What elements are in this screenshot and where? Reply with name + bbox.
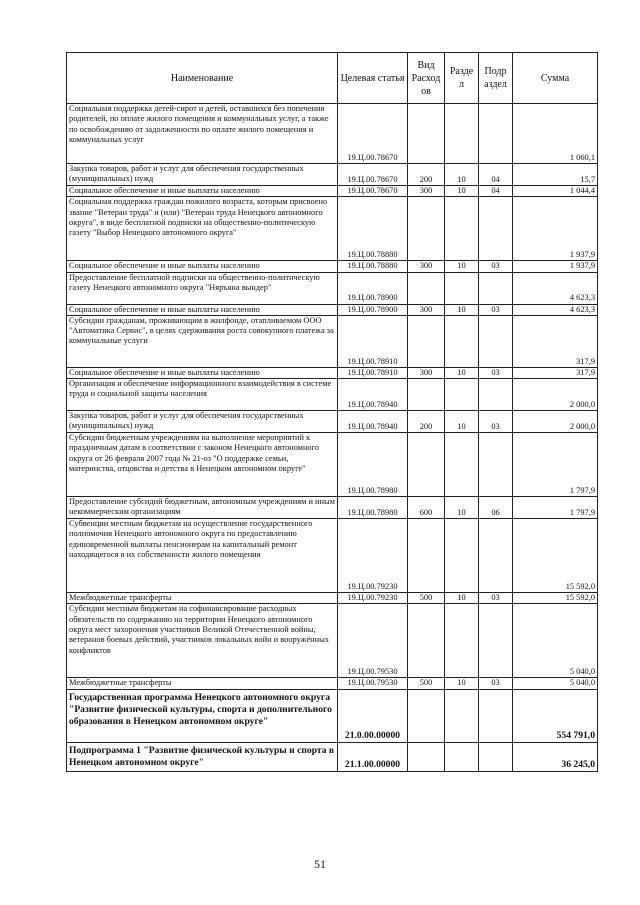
- cell-podr: [479, 272, 513, 304]
- cell-sum: 2 000,0: [513, 411, 598, 433]
- table-row: [67, 164, 598, 186]
- cell-sum: 15 592,0: [513, 593, 598, 604]
- cell-vid: 500: [408, 593, 445, 604]
- cell-razd: [445, 104, 479, 164]
- cell-razd: [445, 689, 479, 742]
- cell-sum: 317,9: [513, 315, 598, 367]
- cell-code: 19.Ц.00.78900: [338, 304, 408, 315]
- cell-sum: 15 592,0: [513, 519, 598, 593]
- cell-podr: [479, 104, 513, 164]
- cell-code: 19.Ц.00.78940: [338, 411, 408, 433]
- cell-podr: [479, 742, 513, 771]
- cell-podr: 04: [479, 186, 513, 197]
- header-sum: Сумма: [513, 53, 598, 104]
- table-row: [67, 433, 598, 497]
- cell-podr: [479, 315, 513, 367]
- cell-sum: 1 937,9: [513, 197, 598, 261]
- header-code: Целевая статья: [338, 53, 408, 104]
- cell-vid: [408, 742, 445, 771]
- cell-vid: 300: [408, 261, 445, 272]
- cell-razd: 10: [445, 261, 479, 272]
- header-name: Наименование: [67, 53, 338, 104]
- cell-code: 19.Ц.00.78880: [338, 261, 408, 272]
- table-row: [67, 104, 598, 164]
- cell-vid: [408, 315, 445, 367]
- cell-sum: 1 797,9: [513, 433, 598, 497]
- table-row: [67, 604, 598, 678]
- cell-podr: [479, 519, 513, 593]
- cell-podr: 03: [479, 367, 513, 378]
- cell-razd: [445, 742, 479, 771]
- cell-vid: [408, 272, 445, 304]
- cell-code: 19.Ц.00.79530: [338, 604, 408, 678]
- cell-code: 19.Ц.00.78880: [338, 197, 408, 261]
- cell-sum: 1 044,4: [513, 186, 598, 197]
- cell-vid: [408, 519, 445, 593]
- table-row: [67, 304, 598, 315]
- cell-razd: [445, 379, 479, 411]
- cell-code: 19.Ц.00.78670: [338, 164, 408, 186]
- cell-code: 19.Ц.00.78980: [338, 433, 408, 497]
- cell-name: Социальное обеспечение и иные выплаты населению: [67, 367, 338, 378]
- cell-sum: 1 060,1: [513, 104, 598, 164]
- cell-code: 21.1.00.00000: [338, 742, 408, 771]
- cell-podr: 03: [479, 593, 513, 604]
- table-row: [67, 315, 598, 367]
- cell-podr: [479, 689, 513, 742]
- table-row: [67, 411, 598, 433]
- cell-sum: 4 623,3: [513, 304, 598, 315]
- cell-vid: 200: [408, 411, 445, 433]
- cell-code: 19.Ц.00.78980: [338, 497, 408, 519]
- table-row: [67, 367, 598, 378]
- table-row: [67, 379, 598, 411]
- cell-vid: 300: [408, 186, 445, 197]
- cell-name: Социальная поддержка граждан пожилого возраста, которым присвоено звание "Ветеран труда" и (или) "Ветеран труда Ненецкого автономного округа", в виде бесплатной подписки на общественно-политическую газету "Выбор Ненецкого автономного округа": [67, 197, 338, 261]
- cell-name: Межбюджетные трансферты: [67, 678, 338, 689]
- budget-table: [66, 52, 598, 772]
- cell-razd: [445, 604, 479, 678]
- cell-vid: [408, 379, 445, 411]
- cell-sum: 1 797,9: [513, 497, 598, 519]
- cell-razd: [445, 315, 479, 367]
- cell-razd: 10: [445, 678, 479, 689]
- table-row: [67, 272, 598, 304]
- table-row: [67, 197, 598, 261]
- cell-name: Предоставление субсидий бюджетным, автономным учреждениям и иным некоммерческим организациям: [67, 497, 338, 519]
- cell-name: Субвенции местным бюджетам на осуществление государственного полномочия Ненецкого автономного округа по предоставлению единовременной выплаты пенсионерам на капитальный ремонт находящегося в их собственности жилого помещения: [67, 519, 338, 593]
- cell-name: Субсидии гражданам, проживающим в жилфонде, отапливаемом ООО "Автоматика Сервис", в целях сдерживания роста совокупного платежа за коммунальные услуги: [67, 315, 338, 367]
- cell-vid: [408, 433, 445, 497]
- cell-podr: 03: [479, 411, 513, 433]
- cell-name: Закупка товаров, работ и услуг для обеспечения государственных (муниципальных) нужд: [67, 164, 338, 186]
- cell-sum: 554 791,0: [513, 689, 598, 742]
- table-row: [67, 497, 598, 519]
- cell-code: 19.Ц.00.78910: [338, 315, 408, 367]
- cell-podr: 04: [479, 164, 513, 186]
- cell-name: Социальное обеспечение и иные выплаты населению: [67, 261, 338, 272]
- header-vid: Вид Расход ов: [408, 53, 445, 104]
- cell-vid: [408, 197, 445, 261]
- cell-razd: 10: [445, 497, 479, 519]
- cell-vid: 500: [408, 678, 445, 689]
- cell-razd: 10: [445, 304, 479, 315]
- cell-razd: [445, 197, 479, 261]
- table-header-row: [67, 53, 598, 104]
- table-row: [67, 186, 598, 197]
- cell-podr: [479, 197, 513, 261]
- cell-razd: 10: [445, 186, 479, 197]
- cell-podr: 03: [479, 261, 513, 272]
- cell-name: Социальное обеспечение и иные выплаты населению: [67, 186, 338, 197]
- cell-code: 21.0.00.00000: [338, 689, 408, 742]
- cell-sum: 5 040,0: [513, 678, 598, 689]
- cell-vid: [408, 604, 445, 678]
- cell-podr: 03: [479, 678, 513, 689]
- cell-vid: 300: [408, 304, 445, 315]
- cell-vid: [408, 104, 445, 164]
- cell-vid: 300: [408, 367, 445, 378]
- cell-vid: 200: [408, 164, 445, 186]
- cell-name: Межбюджетные трансферты: [67, 593, 338, 604]
- cell-razd: [445, 433, 479, 497]
- cell-sum: 36 245,0: [513, 742, 598, 771]
- cell-code: 19.Ц.00.78940: [338, 379, 408, 411]
- cell-razd: 10: [445, 593, 479, 604]
- cell-razd: [445, 272, 479, 304]
- cell-name: Организация и обеспечение информационного взаимодействия в системе труда и социальной защиты населения: [67, 379, 338, 411]
- cell-name: Субсидии бюджетным учреждениям на выполнение мероприятий к праздничным датам в соответствии с законом Ненецкого автономного округа от 26 февраля 2007 года № 21-оз "О поддержке семьи, материнства, отцовства и детства в Ненецком автономном округе": [67, 433, 338, 497]
- cell-name: Государственная программа Ненецкого автономного округа "Развитие физической культуры, спорта и дополнительного образования в Ненецком автономном округе": [67, 689, 338, 742]
- table-row: [67, 261, 598, 272]
- table-row: [67, 593, 598, 604]
- cell-razd: 10: [445, 411, 479, 433]
- table-row: [67, 689, 598, 742]
- cell-podr: [479, 433, 513, 497]
- table-row: [67, 742, 598, 771]
- cell-vid: 600: [408, 497, 445, 519]
- cell-sum: 2 000,0: [513, 379, 598, 411]
- cell-sum: 5 040,0: [513, 604, 598, 678]
- cell-code: 19.Ц.00.79530: [338, 678, 408, 689]
- cell-name: Социальная поддержка детей-сирот и детей, оставшихся без попечения родителей, по оплате жилого помещения и коммунальных услуг, а также по освобождению от задолженности по оплате жилого помещения и коммунальных услуг: [67, 104, 338, 164]
- cell-code: 19.Ц.00.78910: [338, 367, 408, 378]
- cell-sum: 317,9: [513, 367, 598, 378]
- page-number: 51: [314, 857, 326, 871]
- cell-sum: 15,7: [513, 164, 598, 186]
- header-razd: Разде л: [445, 53, 479, 104]
- table-row: [67, 519, 598, 593]
- cell-razd: 10: [445, 164, 479, 186]
- cell-name: Предоставление бесплатной подписки на общественно-политическую газету Ненецкого автономного округа "Няръяна вындер": [67, 272, 338, 304]
- cell-code: 19.Ц.00.78900: [338, 272, 408, 304]
- cell-name: Подпрограмма 1 "Развитие физической культуры и спорта в Ненецком автономном округе": [67, 742, 338, 771]
- cell-name: Закупка товаров, работ и услуг для обеспечения государственных (муниципальных) нужд: [67, 411, 338, 433]
- cell-code: 19.Ц.00.79230: [338, 593, 408, 604]
- cell-podr: 06: [479, 497, 513, 519]
- cell-podr: 03: [479, 304, 513, 315]
- cell-code: 19.Ц.00.79230: [338, 519, 408, 593]
- cell-razd: [445, 519, 479, 593]
- table-row: [67, 678, 598, 689]
- cell-name: Субсидии местным бюджетам на софинансирование расходных обязательств по содержанию на территории Ненецкого автономного округа мест захоронения участников Великой Отечественной войны, ветеранов боевых действий, участников локальных войн и вооружённых конфликтов: [67, 604, 338, 678]
- cell-podr: [479, 604, 513, 678]
- cell-sum: 1 937,9: [513, 261, 598, 272]
- header-podr: Подр аздел: [479, 53, 513, 104]
- cell-podr: [479, 379, 513, 411]
- cell-vid: [408, 689, 445, 742]
- cell-code: 19.Ц.00.78670: [338, 104, 408, 164]
- cell-sum: 4 623,3: [513, 272, 598, 304]
- cell-code: 19.Ц.00.78670: [338, 186, 408, 197]
- cell-razd: 10: [445, 367, 479, 378]
- cell-name: Социальное обеспечение и иные выплаты населению: [67, 304, 338, 315]
